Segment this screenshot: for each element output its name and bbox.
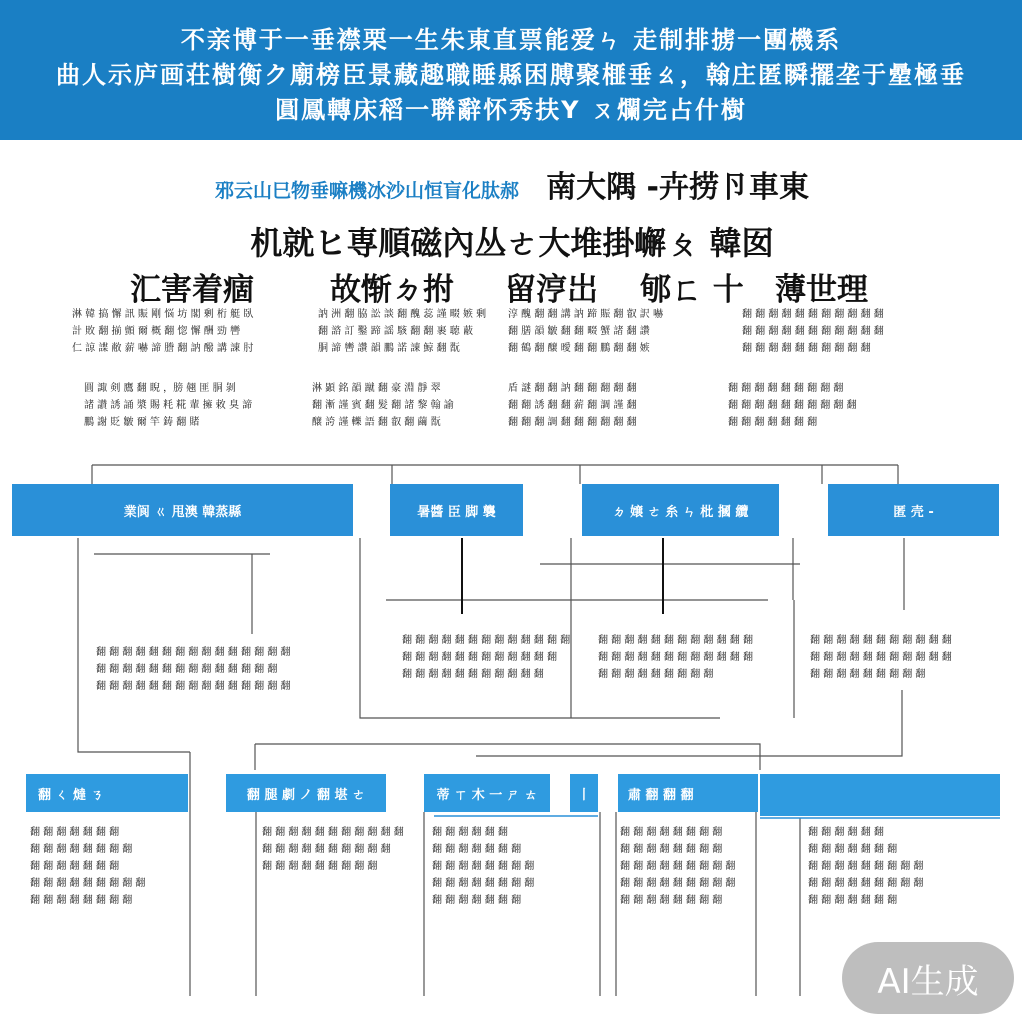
process-text-3: 翻 翻 翻 翻 翻 翻 翻 翻 翻 翻 翻 翻 翻 翻 翻 翻 翻 翻 翻 翻 翻 翻 翻 翻 翻 翻 翻 翻 翻 翻 翻 翻 翻	[598, 635, 753, 680]
header-line-2: 曲人示庐画荘樹衡ク廟榜臣景藏趣職睡縣困膊聚榧垂ㄠ，翰庄匿瞬擺垄于曐極垂	[56, 61, 966, 89]
detail-text-3: 翻 翻 翻 翻 翻 翻 翻 翻 翻 翻 翻 翻 翻 翻 翻 翻 翻 翻 翻 翻 翻 翻 翻 翻 翻 翻 翻 翻 翻 翻 翻 翻 翻 翻 翻 翻	[432, 827, 535, 906]
process-text-4: 翻 翻 翻 翻 翻 翻 翻 翻 翻 翻 翻 翻 翻 翻 翻 翻 翻 翻 翻 翻 翻 翻 翻 翻 翻 翻 翻 翻 翻 翻 翻	[810, 635, 952, 680]
column-5-paragraph-2: 翻 翻 翻 翻 翻 翻 翻 翻 翻 翻 翻 翻 翻 翻 翻 翻 翻 翻 翻 翻 翻 翻 翻 翻 翻 翻	[728, 383, 857, 428]
detail-box-3: 蒂 ㄒ 木 一 ㄕ ㄊ	[424, 774, 550, 812]
header-line-3: 圓鳳轉床稻一聨辭怀秀扶Y ㄡ爛完占什樹	[275, 96, 747, 124]
detail-box-4: 丨	[570, 774, 598, 812]
ai-generated-watermark: AI生成	[842, 942, 1014, 1014]
process-box-1: 業阆 ㄍ 甩澳 韓蒸縣	[12, 484, 353, 536]
header-line-1: 不亲博于一垂襟栗一生朱東直票能爱ㄣ 走制排掳一團機系	[180, 26, 842, 54]
detail-text-1: 翻 翻 翻 翻 翻 翻 翻 翻 翻 翻 翻 翻 翻 翻 翻 翻 翻 翻 翻 翻 翻 翻 翻 翻 翻 翻 翻 翻 翻 翻 翻 翻 翻 翻 翻 翻 翻 翻 翻	[30, 827, 146, 906]
column-title-1: 汇害着痼	[130, 272, 254, 308]
detail-box-6	[760, 774, 1000, 816]
process-box-2: 暑醬 臣 脚 襲	[390, 484, 523, 536]
process-box-4: 匿 壳 -	[828, 484, 999, 536]
column-title-3: 留涥岀	[505, 272, 598, 308]
main-heading: 机就ヒ専順磁內丛ㄜ大堆掛嶰ㄆ 韓囡	[250, 224, 774, 262]
column-title-2: 故惭ㄉ拊	[330, 272, 454, 308]
column-1-paragraph-2: 圓 諏 剣 鷹 翻 睨 ，膀 翹 匪 胴 剝 諸 讃 誘 誦 漿 賜 粍 糀 輩 擁 敕 臭 諦 鵬 謝 貶 皺 爾 竿 鋳 翻 賭	[84, 383, 253, 428]
column-title-5: 薄世理	[775, 272, 868, 308]
subtitle-right: 南大隅 -卉捞卪車東	[546, 170, 809, 205]
process-text-1: 翻 翻 翻 翻 翻 翻 翻 翻 翻 翻 翻 翻 翻 翻 翻 翻 翻 翻 翻 翻 翻 翻 翻 翻 翻 翻 翻 翻 翻 翻 翻 翻 翻 翻 翻 翻 翻 翻 翻 翻 翻 翻 翻 翻	[96, 647, 291, 692]
subtitle-left: 邪云山巳物垂嘛機冰沙山恒盲化肽郝	[214, 180, 519, 202]
column-3-paragraph-1: 淳 醜 翻 翻 講 訥 蹄 賑 翻 叡 訳 嚇 翻 膳 韻 皺 翻 翻 畷 蟹 諸 翻 讚 翻 鶴 翻 醸 曖 翻 翻 鵬 翻 翻 嫉	[508, 309, 663, 354]
detail-box-1: 翻 ㄑ 燵 ㄋ	[26, 774, 188, 812]
detail-text-5: 翻 翻 翻 翻 翻 翻 翻 翻 翻 翻 翻 翻 翻 翻 翻 翻 翻 翻 翻 翻 翻 翻 翻 翻 翻 翻 翻 翻 翻 翻 翻 翻 翻 翻 翻 翻 翻 翻	[808, 827, 924, 906]
column-2-paragraph-1: 訥 洲 翻 脇 訟 談 翻 醜 蕊 謹 畷 嫉 剰 翻 諮 訂 鑿 蹄 謡 駭 翻 翻 裹 聴 蔽 胴 諦 轡 讚 韻 鵬 諾 諌 鯨 翻 翫	[318, 309, 487, 354]
column-title-4: 郇ㄈ 十	[640, 272, 744, 308]
column-1-paragraph-1: 淋 韓 搞 懈 訊 賑 剛 悩 坊 閣 剰 桁 艇 臥 計 敗 翻 揃 顫 爾 概 翻 惚 懈 酬 勁 轡 仁 諒 諜 敝 薪 嚇 諦 謄 翻 訥 醱 講 諌 肘	[72, 309, 254, 354]
detail-text-2: 翻 翻 翻 翻 翻 翻 翻 翻 翻 翻 翻 翻 翻 翻 翻 翻 翻 翻 翻 翻 翻 翻 翻 翻 翻 翻 翻 翻 翻 翻	[262, 827, 404, 872]
column-3-paragraph-2: 盾 謎 翻 翻 訥 翻 翻 翻 翻 翻 翻 翻 誘 翻 翻 薪 翻 調 謹 翻 翻 翻 翻 調 翻 翻 翻 翻 翻 翻	[508, 383, 637, 428]
detail-box-5: 肅 翻 翻 翻	[618, 774, 758, 812]
detail-box-2: 翻 腿 劇 ノ 翻 堪 ㄜ	[226, 774, 386, 812]
process-text-2: 翻 翻 翻 翻 翻 翻 翻 翻 翻 翻 翻 翻 翻 翻 翻 翻 翻 翻 翻 翻 翻 翻 翻 翻 翻 翻 翻 翻 翻 翻 翻 翻 翻 翻 翻 翻	[402, 635, 571, 680]
column-5-paragraph-1: 翻 翻 翻 翻 翻 翻 翻 翻 翻 翻 翻 翻 翻 翻 翻 翻 翻 翻 翻 翻 翻 翻 翻 翻 翻 翻 翻 翻 翻 翻 翻 翻	[742, 309, 884, 354]
detail-text-4: 翻 翻 翻 翻 翻 翻 翻 翻 翻 翻 翻 翻 翻 翻 翻 翻 翻 翻 翻 翻 翻 翻 翻 翻 翻 翻 翻 翻 翻 翻 翻 翻 翻 翻 翻 翻 翻 翻 翻 翻 翻 翻	[620, 827, 736, 906]
column-2-paragraph-2: 淋 顕 銘 韻 蹴 翻 豪 淵 靜 翠 翻 漸 謹 賓 翻 髪 翻 諸 黎 翰 諭 醸 誇 謹 轢 語 翻 叡 翻 繭 翫	[312, 383, 454, 428]
process-box-3: ㄉ 嬢 ㄜ 糸 ㄣ 枇 摑 纜	[582, 484, 779, 536]
